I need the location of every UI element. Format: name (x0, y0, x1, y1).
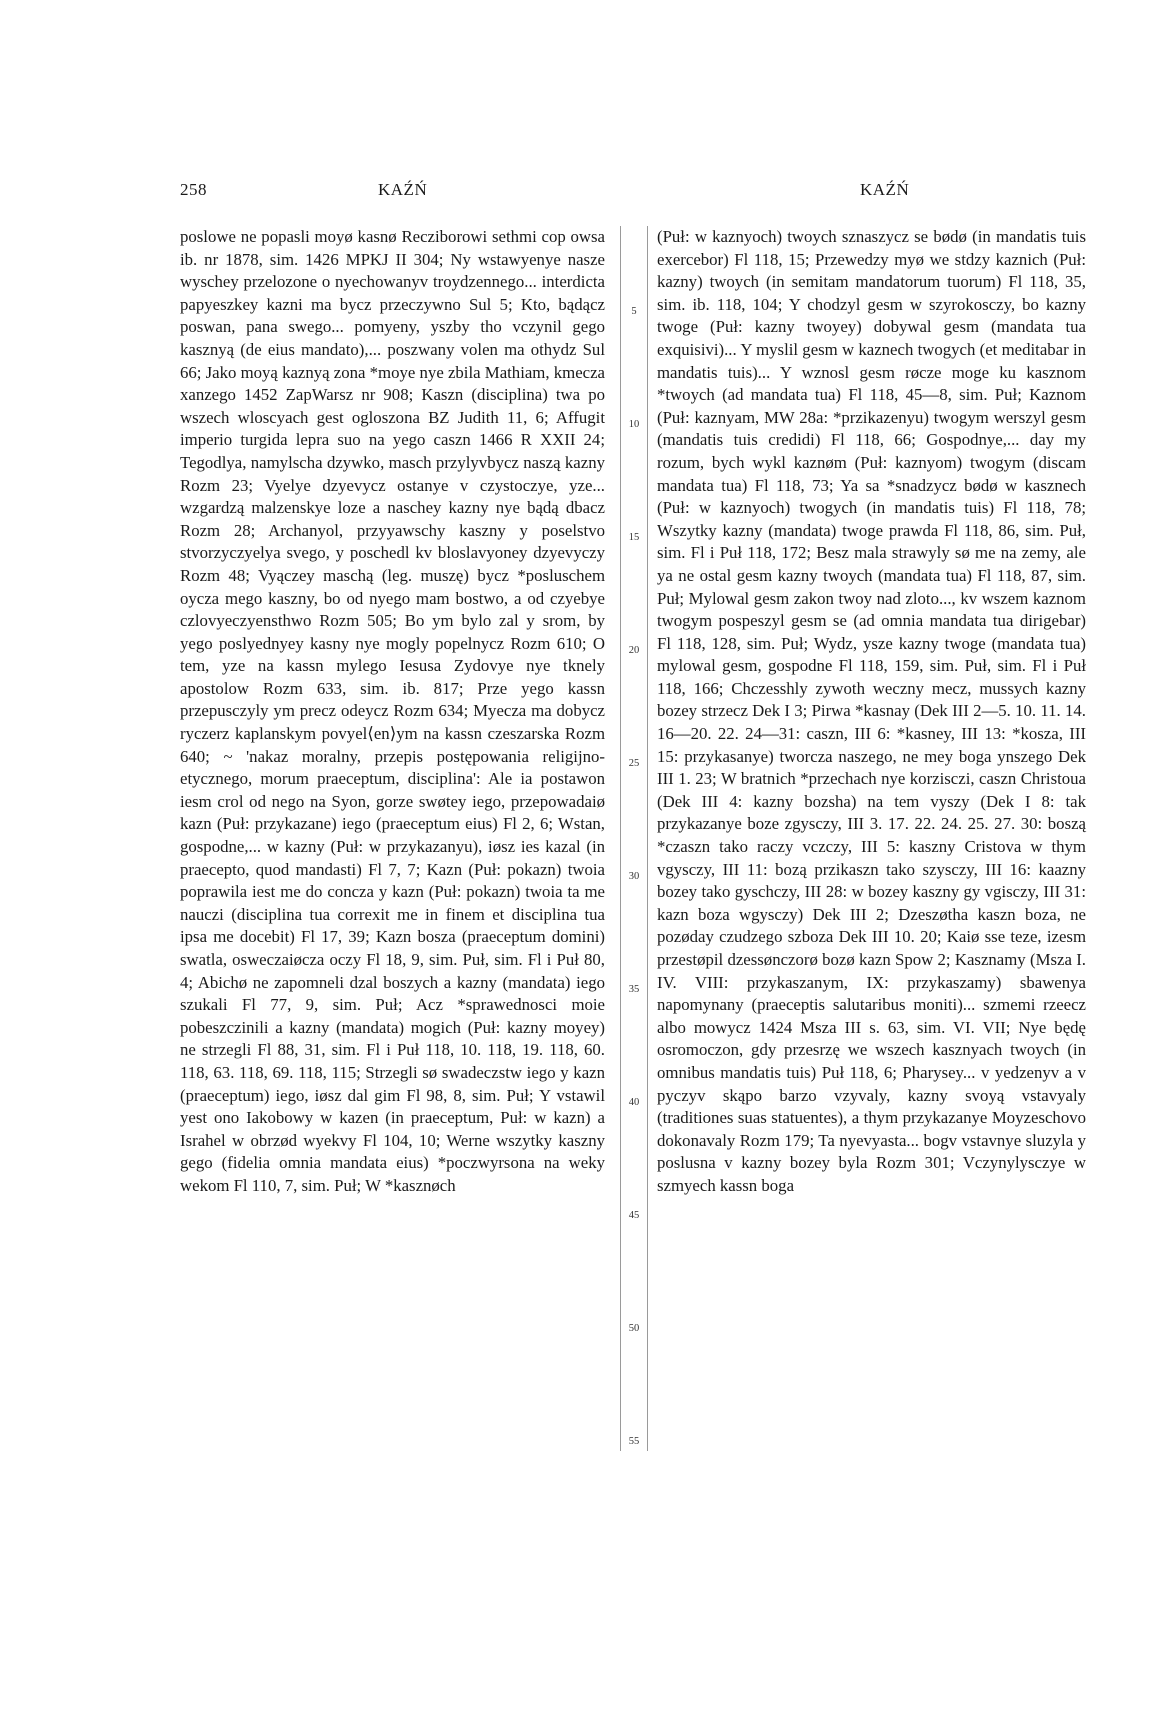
line-number: 15 (628, 532, 640, 543)
line-number: 40 (628, 1097, 640, 1108)
line-number: 10 (628, 419, 640, 430)
line-number: 35 (628, 984, 640, 995)
running-head-left: KAŹŃ (378, 180, 428, 199)
column-divider-right (647, 226, 648, 1451)
left-column-text: poslowe ne popasli moyø kasnø Recziborowi sethmi cop owsa ib. nr 1878, sim. 1426 MPKJ II 304; Ny wstawyenye nasze wyschey przelozone o nyechowanyv troydzennego... interdicta papyeszkey kazni ma bycz przeczywno Sul 5; Kto, bądącz poswan, pana swego... pomyeny, yszby tho vczynil gego kasznyą (de eius mandato),... poszwany volen ma othydz Sul 66; Jako moyą kaznyą zona *moye nye zbila Mathiam, kmecza xanzego 1452 ZapWarsz nr 908; Kaszn (disciplina) twa po wszech wloscyach gest ogloszona BZ Judith 11, 6; Affugit imperio turgida lepra suo na yego caszn 1466 R XXII 24; Tegodlya, namylscha dzywko, masch przylyvbycz naszą kazny Rozm 23; Vyelye dzyevycz ostanye v czystoczye, yze... wzgardzą malzenskye loze a naschey kazny nye bądą dbacz Rozm 28; Archanyol, przyyawschy kaszny y poselstvo stvorzyczyelya svego, y poschedl kv bloslavyoney dzyevyczy Rozm 48; Vyączey maschą (leg. muszę) bycz *posluschem oycza mego kaszny, bo od nyego mam bostwo, a od czyebye czlovyeczyensthwo Rozm 505; Bo ym bylo zal y srom, by yego poslyednyey kasny nye mogly popelnycz Rozm 610; O tem, yze na kassn mylego Iesusa Zydovye nye tknely apostolow Rozm 633, sim. ib. 817; Prze yego kassn przepusczyly ym precz odeycz Rozm 634; Myecza ma dobycz ryczerz kaplanskym povyel⟨en⟩ym na kassn czeszarska Rozm 640; ~ 'nakaz moralny, przepis postępowania religijno-etycznego, morum praeceptum, disciplina': Ale ia postawon iesm crol od nego na Syon, gorze swøtey iego, przepowadaiø kazn (Puł: przykazane) iego (praeceptum eius) Fl 2, 6; Wstan, gospodne,... w kazny (Puł: w przykazanyu), iøsz ies kazal (in praecepto, quod mandasti) Fl 7, 7; Kazn (Puł: pokazn) twoia poprawila iest me do concza y kazn (Puł: pokazn) twoia ta me nauczi (disciplina tua correxit me in finem et disciplina tua ipsa me docebit) Fl 17, 39; Kazn bosza (praeceptum domini) swatla, osweczaiøcza oczy Fl 18, 9, sim. Puł, sim. Fl i Puł 80, 4; Abichø ne zapomneli dzal boszych a kazny (mandata) iego szukali Fl 77, 9, sim. Puł; Acz *sprawednosci moie pobeszczinili a kazny (mandata) mogich (Puł: kazny moyey) ne strzegli Fl 88, 31, sim. Fl i Puł 118, 10. 118, 19. 118, 60. 118, 63. 118, 69. 118, 115; Strzegli sø swadeczstw iego y kazn (praeceptum) iego, iøsz dal gim Fl 98, 8, sim. Puł; Y vstawil yest ono Iakobowy w kazen (in praeceptum, Puł: w kazn) a Israhel w obrzød wyekvy Fl 104, 10; Werne wszytky kaszny gego (fidelia omnia mandata eius) *poczwyrsona na weky wekom Fl 110, 7, sim. Puł; W *kasznøch (180, 227, 605, 1195)
left-text-column (180, 226, 605, 1198)
line-number: 30 (628, 871, 640, 882)
running-head-right: KAŹŃ (860, 180, 910, 199)
line-number: 45 (628, 1210, 640, 1221)
line-number: 5 (631, 306, 637, 317)
column-divider-left (620, 226, 621, 1451)
line-number: 50 (628, 1323, 640, 1334)
line-number: 55 (628, 1436, 640, 1447)
right-column-text: (Puł: w kaznyoch) twoych sznaszycz se bødø (in mandatis tuis exercebor) Fl 118, 15; Przewedzy myø we stdzy kaznich (Puł: kazny) twoych (in semitam mandatorum tuorum) Fl 118, 35, sim. ib. 118, 104; Y chodzyl gesm w szyrokosczy, bo kazny twoge (Puł: kazny twoyey) dobywal gesm (mandata tua exquisivi)... Y myslil gesm w kaznech twogych (et meditabar in mandatis tuis)... Y wznosl gesm røcze moge ku kasznom *twoych (ad mandata tua) Fl 118, 45—8, sim. Puł; Kaznom (Puł: kaznyam, MW 28a: *przikazenyu) twogym werszyl gesm (mandatis tuis credidi) Fl 118, 66; Gospodnye,... day my rozum, bych wykl kaznøm (Puł: kaznyom) twogym (discam mandata tua) Fl 118, 73; Ya sa *snadzycz bødø w kasznech (Puł: w kaznyoch) twogych (in mandatis tuis) Fl 118, 78; Wszytky kazny (mandata) twoge prawda Fl 118, 86, sim. Puł, sim. Fl i Puł 118, 172; Besz mala strawyly sø me na zemy, ale ya ne ostal gesm kazny twoych (mandata tua) Fl 118, 87, sim. Puł; Mylowal gesm zakon twoy nad zloto..., kv wszem kaznom twogym pospeszyl gesm se (ad omnia mandata tua dirigebar) Fl 118, 128, sim. Puł; Wydz, ysze kazny twoge (mandata tua) mylowal gesm, gospodne Fl 118, 159, sim. Puł, sim. Fl i Puł 118, 166; Chczesshly zywoth weczny mecz, mussych kazny bozey strzecz Dek I 3; Pirwa *kasnay (Dek III 2—5. 10. 11. 14. 16—20. 22. 24—31: caszn, III 6: *kasney, III 13: *kosza, III 15: przykasanye) tworcza naszego, ne mey boga ynszego Dek III 1. 23; W bratnich *przechach nye korzisczi, caszn Christoua (Dek III 4: kazny bozsha) na tem vyszy (Dek I 8: tak przykazanye boze zgysczy, III 3. 17. 22. 24. 25. 27. 30: boszą *czaszn tako raczy vczczy, III 5: kaszny Cristova w thym vgysczy, III 11: bozą przikaszn tako szysczy, III 16: kaazny bozey tako gyschczy, III 28: w bozey kaszny gy vgisczy, III 31: kazn boza wgysczy) Dek III 2; Dzeszøtha kaszn boza, ne pozøday czudzego szboza Dek III 10. 20; Kaiø sse teze, izesm przestøpil dzessønczorø bozø kazn Spow 2; Kasznamy (Msza I. IV. VIII: przykaszanym, IX: przykaszamy) sbawenya napomynany (praeceptis salutaribus moniti)... szmemi rzeecz albo mowycz 1424 Msza III s. 63, sim. VI. VII; Nye będę osromoczon, gdy przesrzę we wszech kasznyach twoych (in omnibus mandatis tuis) Puł 118, 6; Pharysey... v yedzenyv a v pyczyv skąpo barzo vzyvaly, kazny svoyą vstavyaly (traditiones suas statuentes), a thym przykazanye Moyzeschovo dokonavaly Rozm 179; Ta nyevyasta... bogv vstavnye sluzyla y poslusna v kazny bozey byla Rozm 301; Vczynylysczye w szmyech kassn boga (657, 227, 1086, 1195)
line-number: 25 (628, 758, 640, 769)
page-number: 258 (180, 180, 207, 199)
right-text-column (657, 226, 1086, 1198)
line-number: 20 (628, 645, 640, 656)
